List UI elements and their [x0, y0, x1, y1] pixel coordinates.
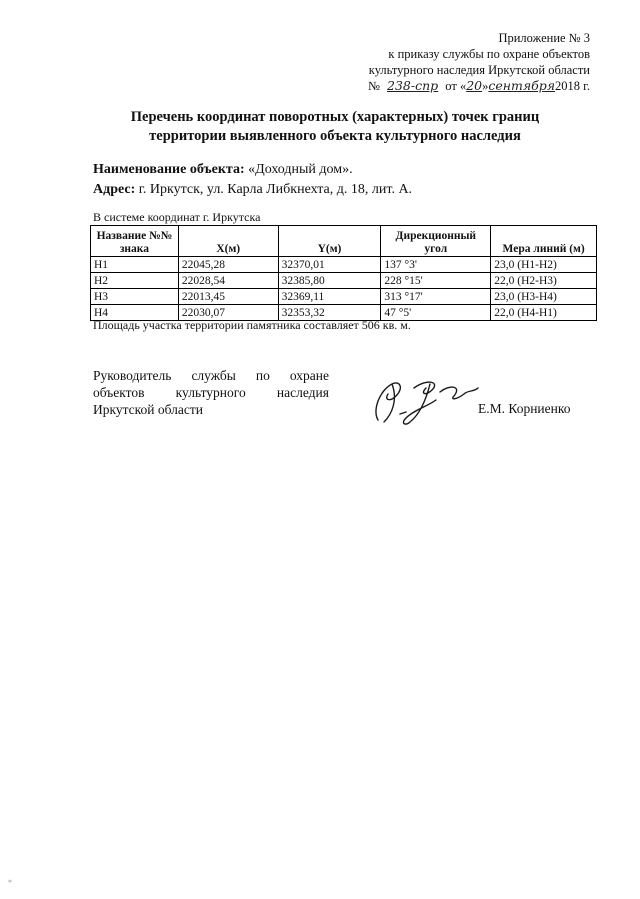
- signatory-position: [93, 367, 329, 418]
- handwritten-signature: [370, 370, 490, 430]
- appendix-line-2: к приказу службы по охране объектов: [388, 47, 590, 61]
- object-name-value: «Доходный дом».: [248, 162, 353, 177]
- object-address-row: [93, 180, 412, 200]
- signatory-name: Е.М. Корниенко: [478, 401, 571, 416]
- cell-length: 23,0 (Н1-Н2): [491, 257, 597, 273]
- cell-length: 23,0 (Н3-Н4): [491, 289, 597, 305]
- cell-length: 22,0 (Н2-Н3): [491, 273, 597, 289]
- header-name: Название №№ знака: [91, 226, 179, 257]
- table-row: [91, 273, 597, 289]
- order-number-prefix: №: [367, 79, 380, 93]
- object-address-label: Адрес:: [93, 182, 136, 197]
- cell-x: 22028,54: [178, 273, 278, 289]
- order-month: сентября: [488, 78, 556, 93]
- cell-y: 32385,80: [278, 273, 381, 289]
- coordinate-system-caption: В системе координат г. Иркутска: [93, 210, 261, 224]
- order-day: 20: [466, 78, 483, 93]
- position-line-2: объектов культурного наследия: [93, 385, 329, 400]
- cell-y: 32370,01: [278, 257, 381, 273]
- cell-x: 22013,45: [178, 289, 278, 305]
- cell-name: Н4: [91, 305, 179, 321]
- cell-x: 22045,28: [178, 257, 278, 273]
- appendix-header: [368, 30, 590, 94]
- cell-angle: 47 °5': [381, 305, 491, 321]
- header-length: Мера линий (м): [491, 226, 597, 257]
- table-row: [91, 289, 597, 305]
- cell-x: 22030,07: [178, 305, 278, 321]
- object-address-value: г. Иркутск, ул. Карла Либкнехта, д. 18, лит. А.: [138, 182, 413, 197]
- position-line-1: Руководитель службы по охране: [93, 368, 329, 383]
- title-line-2: территории выявленного объекта культурного наследия: [149, 128, 521, 144]
- document-title: [40, 108, 630, 146]
- order-number: 238-спр: [387, 78, 439, 93]
- cell-name: Н2: [91, 273, 179, 289]
- area-note: Площадь участка территории памятника составляет 506 кв. м.: [93, 318, 411, 332]
- object-name-label: Наименование объекта:: [93, 162, 245, 177]
- title-line-1: Перечень координат поворотных (характерных) точек границ: [130, 109, 540, 125]
- table-header-row: [91, 226, 597, 257]
- cell-angle: 137 °3': [381, 257, 491, 273]
- object-name-row: [93, 160, 412, 180]
- header-x: X(м): [178, 226, 278, 257]
- order-year: 2018 г.: [555, 79, 590, 93]
- cell-angle: 313 °17': [381, 289, 491, 305]
- table-row: [91, 257, 597, 273]
- footer-mark: *: [8, 878, 12, 887]
- cell-y: 32369,11: [278, 289, 381, 305]
- coordinates-table: [90, 225, 597, 321]
- cell-angle: 228 °15': [381, 273, 491, 289]
- appendix-order-line: [368, 78, 590, 94]
- cell-name: Н3: [91, 289, 179, 305]
- cell-name: Н1: [91, 257, 179, 273]
- order-date-from: от «: [445, 79, 467, 93]
- cell-y: 32353,32: [278, 305, 381, 321]
- header-y: Y(м): [278, 226, 381, 257]
- position-line-3: Иркутской области: [93, 402, 204, 417]
- appendix-line-3: культурного наследия Иркутской области: [368, 63, 590, 77]
- object-info: [93, 160, 412, 200]
- cell-length: 22,0 (Н4-Н1): [491, 305, 597, 321]
- header-angle: Дирекционный угол: [381, 226, 491, 257]
- order-date-mid: »: [482, 79, 489, 93]
- appendix-line-1: Приложение № 3: [498, 31, 590, 45]
